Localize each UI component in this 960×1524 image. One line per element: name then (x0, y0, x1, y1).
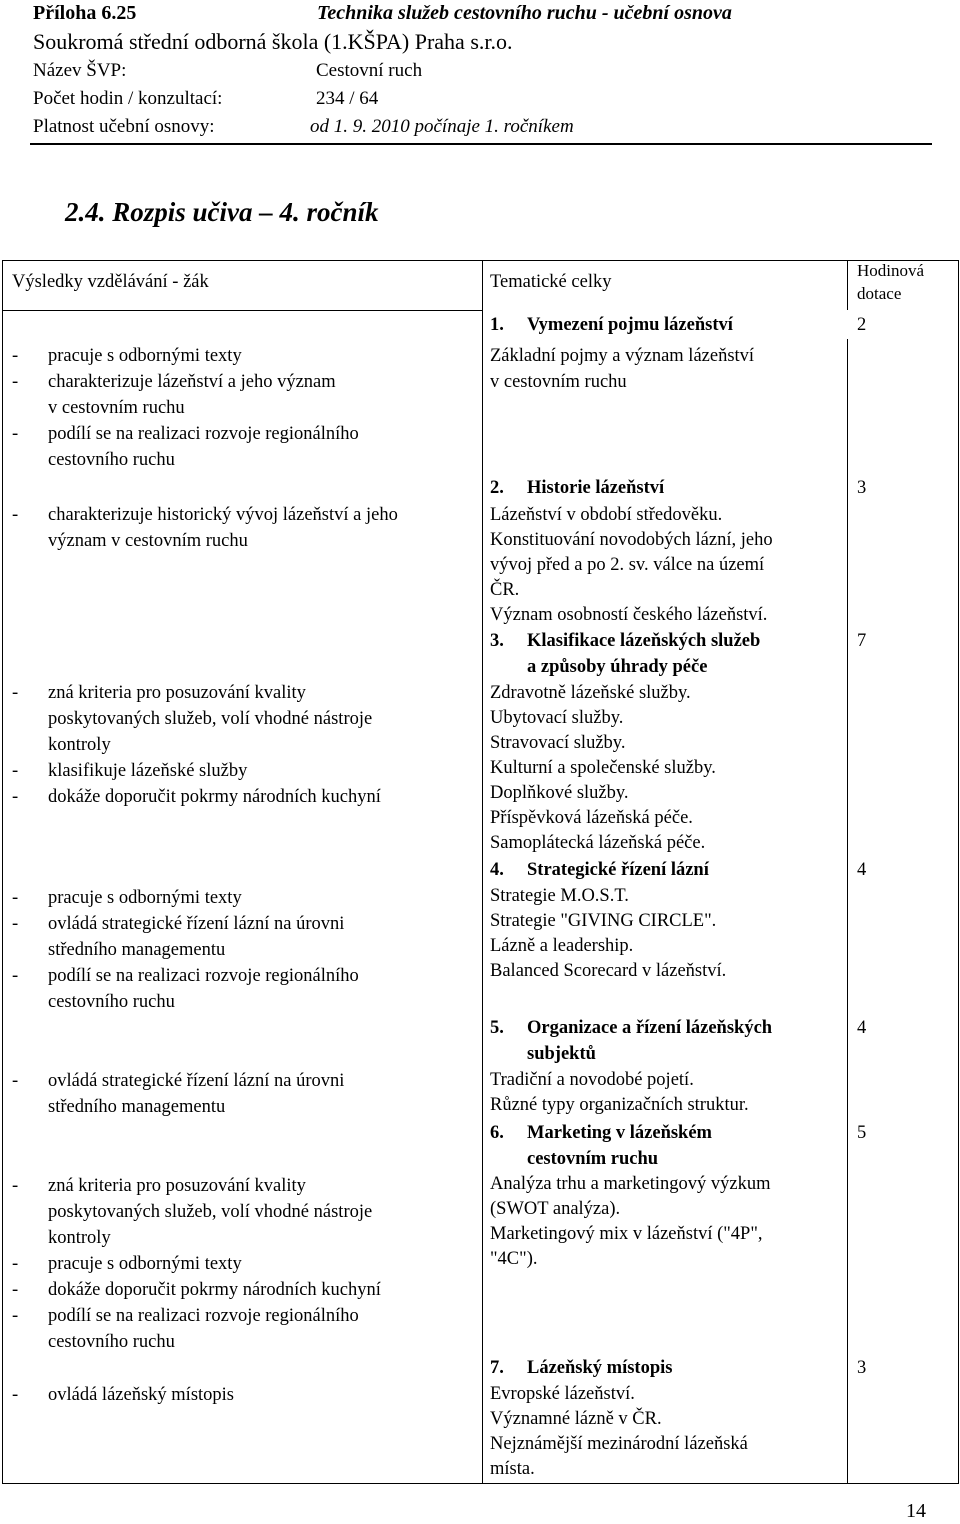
row-5-hours: 4 (857, 1018, 867, 1038)
row-7-hours: 3 (857, 1358, 867, 1378)
row-1-hours: 2 (857, 315, 867, 335)
validity-value: od 1. 9. 2010 počínaje 1. ročníkem (310, 116, 574, 137)
row-5-topic-title: 5. Organizace a řízení lázeňských subjektů (490, 1018, 773, 1064)
row-2-hours: 3 (857, 478, 867, 498)
row-4-topic-title: 4. Strategické řízení lázní (490, 860, 709, 880)
hours-label: Počet hodin / konzultací: (33, 88, 223, 109)
col-header-topics: Tematické celky (490, 272, 612, 292)
hours-value: 234 / 64 (316, 88, 379, 109)
svp-label: Název ŠVP: (33, 60, 127, 81)
row-3-topic-title: 3. Klasifikace lázeňských služeb a způsoby úhrady péče (490, 631, 761, 677)
row-3-hours: 7 (857, 631, 867, 651)
row-7-topic-title: 7. Lázeňský místopis (490, 1358, 673, 1378)
svp-value: Cestovní ruch (316, 60, 423, 81)
school-name: Soukromá střední odborná škola (1.KŠPA) Praha s.r.o. (33, 29, 513, 54)
row-1-results: - pracuje s odbornými texty - charakterizuje lázeňství a jeho význam v cestovním ruchu - podílí se na realizaci rozvoje regionálního cestovního ruchu (12, 346, 359, 470)
document-title: Technika služeb cestovního ruchu - učební osnova (317, 2, 732, 24)
row-1-topic-title: 1. Vymezení pojmu lázeňství (490, 315, 733, 335)
col-header-hours-1: Hodinová (857, 261, 925, 280)
annex-number: Příloha 6.25 (33, 2, 137, 24)
row-6-topic-title: 6. Marketing v lázeňském cestovním ruchu (490, 1123, 712, 1169)
validity-label: Platnost učební osnovy: (33, 116, 215, 137)
col-header-results: Výsledky vzdělávání - žák (12, 272, 209, 292)
row-2-topic-title: 2. Historie lázeňství (490, 478, 665, 498)
section-title: 2.4. Rozpis učiva – 4. ročník (65, 197, 379, 227)
col-header-hours-2: dotace (857, 284, 902, 303)
header-rule (30, 143, 932, 145)
page-number: 14 (906, 1500, 926, 1522)
row-6-hours: 5 (857, 1123, 867, 1143)
row-4-hours: 4 (857, 860, 867, 880)
